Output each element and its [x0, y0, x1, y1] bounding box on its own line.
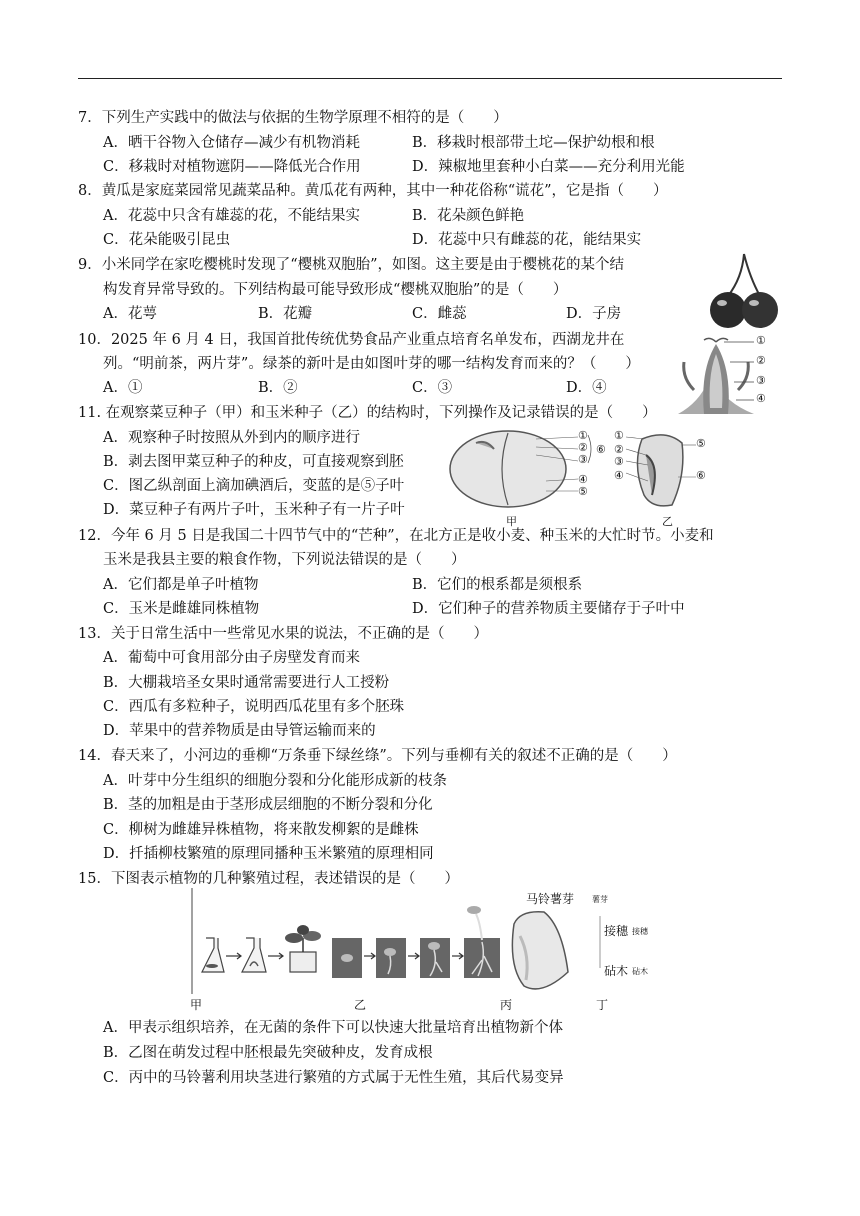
scion-label: 接穗	[604, 924, 629, 938]
corn-label-1: ①	[614, 429, 624, 442]
leaf-bud-label-3: ③	[756, 374, 766, 387]
corn-label-5: ⑤	[696, 437, 706, 450]
fig-caption-ding: 丁	[596, 998, 609, 1012]
q14-option-a: A．叶芽中分生组织的细胞分裂和分化能形成新的枝条	[103, 773, 447, 789]
bean-label-4: ④	[578, 473, 588, 486]
q8-stem: 8．黄瓜是家庭菜园常见蔬菜品种。黄瓜花有两种，其中一种花俗称“谎花”，它是指（ ）	[78, 183, 668, 199]
corn-label-3: ③	[614, 455, 624, 468]
stock-label: 砧木	[604, 964, 629, 978]
q15-option-a: A．甲表示组织培养，在无菌的条件下可以快速大批量培育出植物新个体	[103, 1020, 563, 1036]
q7-option-b: B．移栽时根部带土坨—保护幼根和根	[412, 135, 655, 151]
q9-option-b: B．花瓣	[258, 306, 313, 322]
bean-label-1: ①	[578, 429, 588, 442]
bean-label-2: ②	[578, 441, 588, 454]
leaf-bud-label-2: ②	[756, 354, 766, 367]
q14-option-b: B．茎的加粗是由于茎形成层细胞的不断分裂和分化	[103, 797, 433, 813]
q10-option-a: A．①	[103, 380, 143, 396]
q7-stem: 7．下列生产实践中的做法与依据的生物学原理不相符的是（ ）	[78, 110, 508, 126]
q14-stem: 14．春天来了，小河边的垂柳“万条垂下绿丝绦”。下列与垂柳有关的叙述不正确的是（ ）	[78, 748, 677, 764]
q15-option-b: B．乙图在萌发过程中胚根最先突破种皮，发育成根	[103, 1045, 433, 1061]
corn-label-6: ⑥	[696, 469, 706, 482]
q9-option-a: A．花萼	[103, 306, 157, 322]
q8-option-c: C．花朵能吸引昆虫	[103, 232, 231, 248]
q11-option-a: A．观察种子时按照从外到内的顺序进行	[103, 430, 360, 446]
q15-stem: 15．下图表示植物的几种繁殖过程，表述错误的是（ ）	[78, 871, 459, 887]
leaf-bud-drawing	[674, 330, 758, 418]
leaf-bud-label-4: ④	[756, 392, 766, 405]
q11-stem: 11. 在观察菜豆种子（甲）和玉米种子（乙）的结构时，下列操作及记录错误的是（ ）	[78, 405, 657, 421]
fig-caption-jia: 甲	[190, 998, 203, 1012]
bean-label-3: ③	[578, 453, 588, 466]
q13-stem: 13．关于日常生活中一些常见水果的说法，不正确的是（ ）	[78, 626, 488, 642]
q14-option-d: D．扦插柳枝繁殖的原理同播种玉米繁殖的原理相同	[103, 846, 434, 862]
q11-option-b: B．剥去图甲菜豆种子的种皮，可直接观察到胚	[103, 454, 404, 470]
q7-option-c: C．移栽时对植物遮阴——降低光合作用	[103, 159, 361, 175]
q14-option-c: C．柳树为雌雄异株植物，将来散发柳絮的是雌株	[103, 822, 419, 838]
q7-option-a: A．晒干谷物入仓储存—减少有机物消耗	[103, 135, 360, 151]
q12-stem-line1: 12．今年 6 月 5 日是我国二十四节气中的“芒种”，在北方正是收小麦、种玉米的大忙时节。小麦和	[78, 528, 714, 544]
q9-option-d: D．子房	[566, 306, 622, 322]
q11-option-c: C．图乙纵剖面上滴加碘酒后，变蓝的是⑤子叶	[103, 478, 405, 494]
q9-option-c: C．雌蕊	[412, 306, 467, 322]
leaf-bud-figure	[674, 330, 790, 418]
leaf-bud-label-1: ①	[756, 334, 766, 347]
corn-label-2: ②	[614, 443, 624, 456]
q13-option-b: B．大棚栽培圣女果时通常需要进行人工授粉	[103, 675, 390, 691]
q8-option-a: A．花蕊中只含有雄蕊的花，不能结果实	[103, 208, 360, 224]
q12-option-b: B．它们的根系都是须根系	[412, 577, 583, 593]
fig-caption-bing: 丙	[500, 998, 513, 1012]
q10-stem-line1: 10．2025 年 6 月 4 日，我国首批传统优势食品产业重点培育名单发布，西湖龙井在	[78, 332, 625, 348]
seed-structure-figure	[446, 425, 714, 528]
corn-label-4: ④	[614, 469, 624, 482]
q9-stem-line1: 9．小米同学在家吃樱桃时发现了“樱桃双胞胎”，如图。这主要是由于樱桃花的某个结	[78, 257, 625, 273]
bean-label-5: ⑤	[578, 485, 588, 498]
q13-option-a: A．葡萄中可食用部分由子房壁发育而来	[103, 650, 360, 666]
q10-option-d: D．④	[566, 380, 607, 396]
potato-bud-small-label: 薯芽	[592, 895, 608, 904]
q15-option-c: C．丙中的马铃薯利用块茎进行繁殖的方式属于无性生殖，其后代易变异	[103, 1070, 564, 1086]
q8-option-d: D．花蕊中只有雌蕊的花，能结果实	[412, 232, 642, 248]
q8-option-b: B．花朵颜色鲜艳	[412, 208, 525, 224]
stock-small-label: 砧木	[632, 967, 648, 976]
seed-caption-jia: 甲	[506, 515, 517, 528]
q12-option-d: D．它们种子的营养物质主要储存于子叶中	[412, 601, 685, 617]
q10-stem-line2: 列。“明前茶，两片芽”。绿茶的新叶是由如图叶芽的哪一结构发育而来的？（ ）	[103, 356, 640, 372]
q11-option-d: D．菜豆种子有两片子叶，玉米种子有一片子叶	[103, 502, 405, 518]
seed-caption-yi: 乙	[662, 515, 673, 528]
q12-option-c: C．玉米是雌雄同株植物	[103, 601, 260, 617]
potato-bud-label: 马铃薯芽	[526, 892, 575, 906]
q10-option-b: B．②	[258, 380, 298, 396]
reproduction-figure	[190, 886, 648, 1014]
bean-label-6: ⑥	[596, 443, 606, 456]
cherry-twins-figure	[706, 248, 782, 330]
q9-stem-line2: 构发育异常导致的。下列结构最可能导致形成“樱桃双胞胎”的是（ ）	[103, 282, 568, 298]
q12-stem-line2: 玉米是我县主要的粮食作物，下列说法错误的是（ ）	[103, 552, 466, 568]
q13-option-c: C．西瓜有多粒种子，说明西瓜花里有多个胚珠	[103, 699, 405, 715]
q13-option-d: D．苹果中的营养物质是由导管运输而来的	[103, 723, 376, 739]
header-rule	[78, 78, 782, 79]
q12-option-a: A．它们都是单子叶植物	[103, 577, 259, 593]
fig-caption-yi: 乙	[354, 998, 367, 1012]
q10-option-c: C．③	[412, 380, 453, 396]
scion-small-label: 接穗	[632, 927, 648, 936]
q7-option-d: D．辣椒地里套种小白菜——充分利用光能	[412, 159, 685, 175]
